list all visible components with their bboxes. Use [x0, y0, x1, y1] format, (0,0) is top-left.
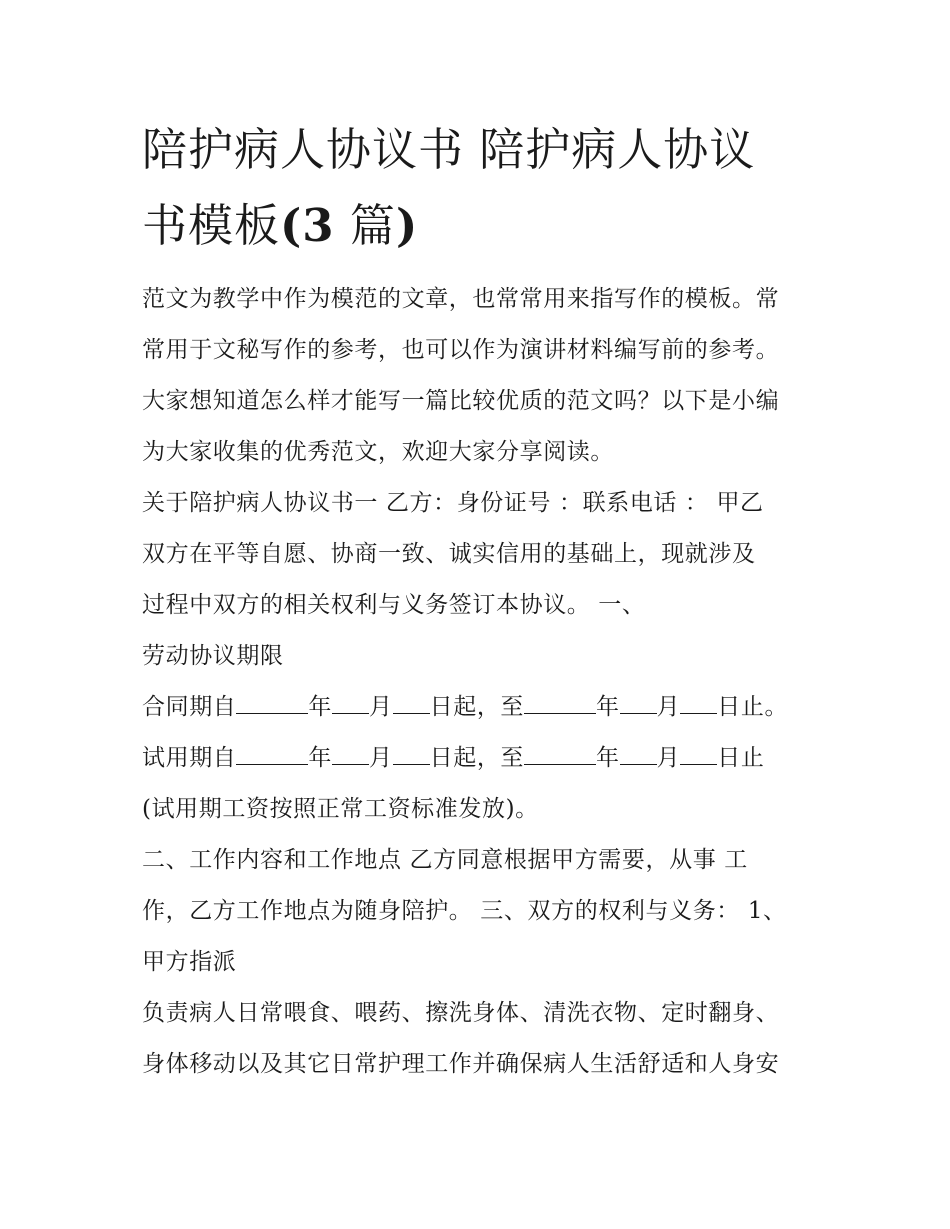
intro-line-2: 常用于文秘写作的参考，也可以作为演讲材料编写前的参考。	[142, 337, 780, 363]
trial-start-month-label: 月	[369, 745, 393, 771]
contract-end-day-blank	[680, 693, 717, 714]
intro-line-3: 大家想知道怎么样才能写一篇比较优质的范文吗？以下是小编	[142, 388, 780, 414]
title-line-2	[142, 188, 822, 264]
trial-end-day-label: 日止	[717, 745, 765, 771]
document-page	[142, 112, 822, 1090]
title-line-2-mid: 篇	[334, 199, 396, 252]
contract-end-year-blank	[524, 693, 596, 714]
contract-start-year-blank	[236, 693, 308, 714]
trial-start-year-label: 年	[308, 745, 333, 771]
trial-end-month-label: 月	[656, 745, 681, 771]
trial-start-year-blank	[236, 744, 308, 765]
trial-end-month-blank	[620, 744, 657, 765]
section-line-3: 甲方指派	[142, 949, 237, 975]
contract-period-prefix: 合同期自	[142, 694, 237, 720]
contract-start-month-blank	[332, 693, 369, 714]
body-line-3: 过程中双方的相关权利与义务签订本协议。 一、	[142, 592, 646, 618]
trial-period-prefix: 试用期自	[142, 745, 237, 771]
title-line-2-suffix: )	[395, 199, 419, 252]
agreement-body	[142, 478, 822, 1090]
title-line-2-prefix: 书模板	[142, 199, 281, 252]
trial-end-year-blank	[524, 744, 596, 765]
trial-note-line: (试用期工资按照正常工资标准发放)。	[142, 796, 539, 822]
title-line-2-count: (3	[280, 199, 335, 252]
body-line-1: 关于陪护病人协议书一 乙方：身份证号 ：联系电话 ： 甲乙	[142, 490, 764, 516]
document-title	[142, 112, 822, 264]
contract-end-month-blank	[620, 693, 657, 714]
contract-period-line	[142, 682, 822, 733]
trial-end-day-blank	[680, 744, 717, 765]
trial-start-day-blank	[393, 744, 430, 765]
intro-paragraph	[142, 274, 822, 478]
contract-end-day-label: 日止。	[717, 694, 789, 720]
contract-end-year-label: 年	[596, 694, 620, 720]
section-line-4: 负责病人日常喂食、喂药、擦洗身体、清洗衣物、定时翻身、	[142, 1000, 780, 1026]
title-line-1: 陪护病人协议书 陪护病人协议	[142, 123, 756, 176]
trial-start-month-blank	[332, 744, 369, 765]
trial-start-day-label: 日起，至	[429, 745, 525, 771]
intro-line-1: 范文为教学中作为模范的文章，也常常用来指写作的模板。常	[142, 286, 780, 312]
trial-period-line	[142, 733, 822, 784]
section-line-5: 身体移动以及其它日常护理工作并确保病人生活舒适和人身安	[142, 1051, 780, 1077]
section-line-2: 作，乙方工作地点为随身陪护。 三、双方的权利与义务： 1、	[142, 898, 787, 924]
contract-start-day-label: 日起，至	[429, 694, 525, 720]
contract-start-day-blank	[393, 693, 430, 714]
body-line-2: 双方在平等自愿、协商一致、诚实信用的基础上，现就涉及	[142, 541, 756, 567]
contract-start-month-label: 月	[369, 694, 393, 720]
intro-line-4: 为大家收集的优秀范文，欢迎大家分享阅读。	[142, 439, 614, 465]
contract-end-month-label: 月	[656, 694, 681, 720]
body-line-4: 劳动协议期限	[142, 643, 284, 669]
section-line-1: 二、工作内容和工作地点 乙方同意根据甲方需要，从事 工	[142, 847, 748, 873]
trial-end-year-label: 年	[596, 745, 620, 771]
contract-start-year-label: 年	[308, 694, 333, 720]
